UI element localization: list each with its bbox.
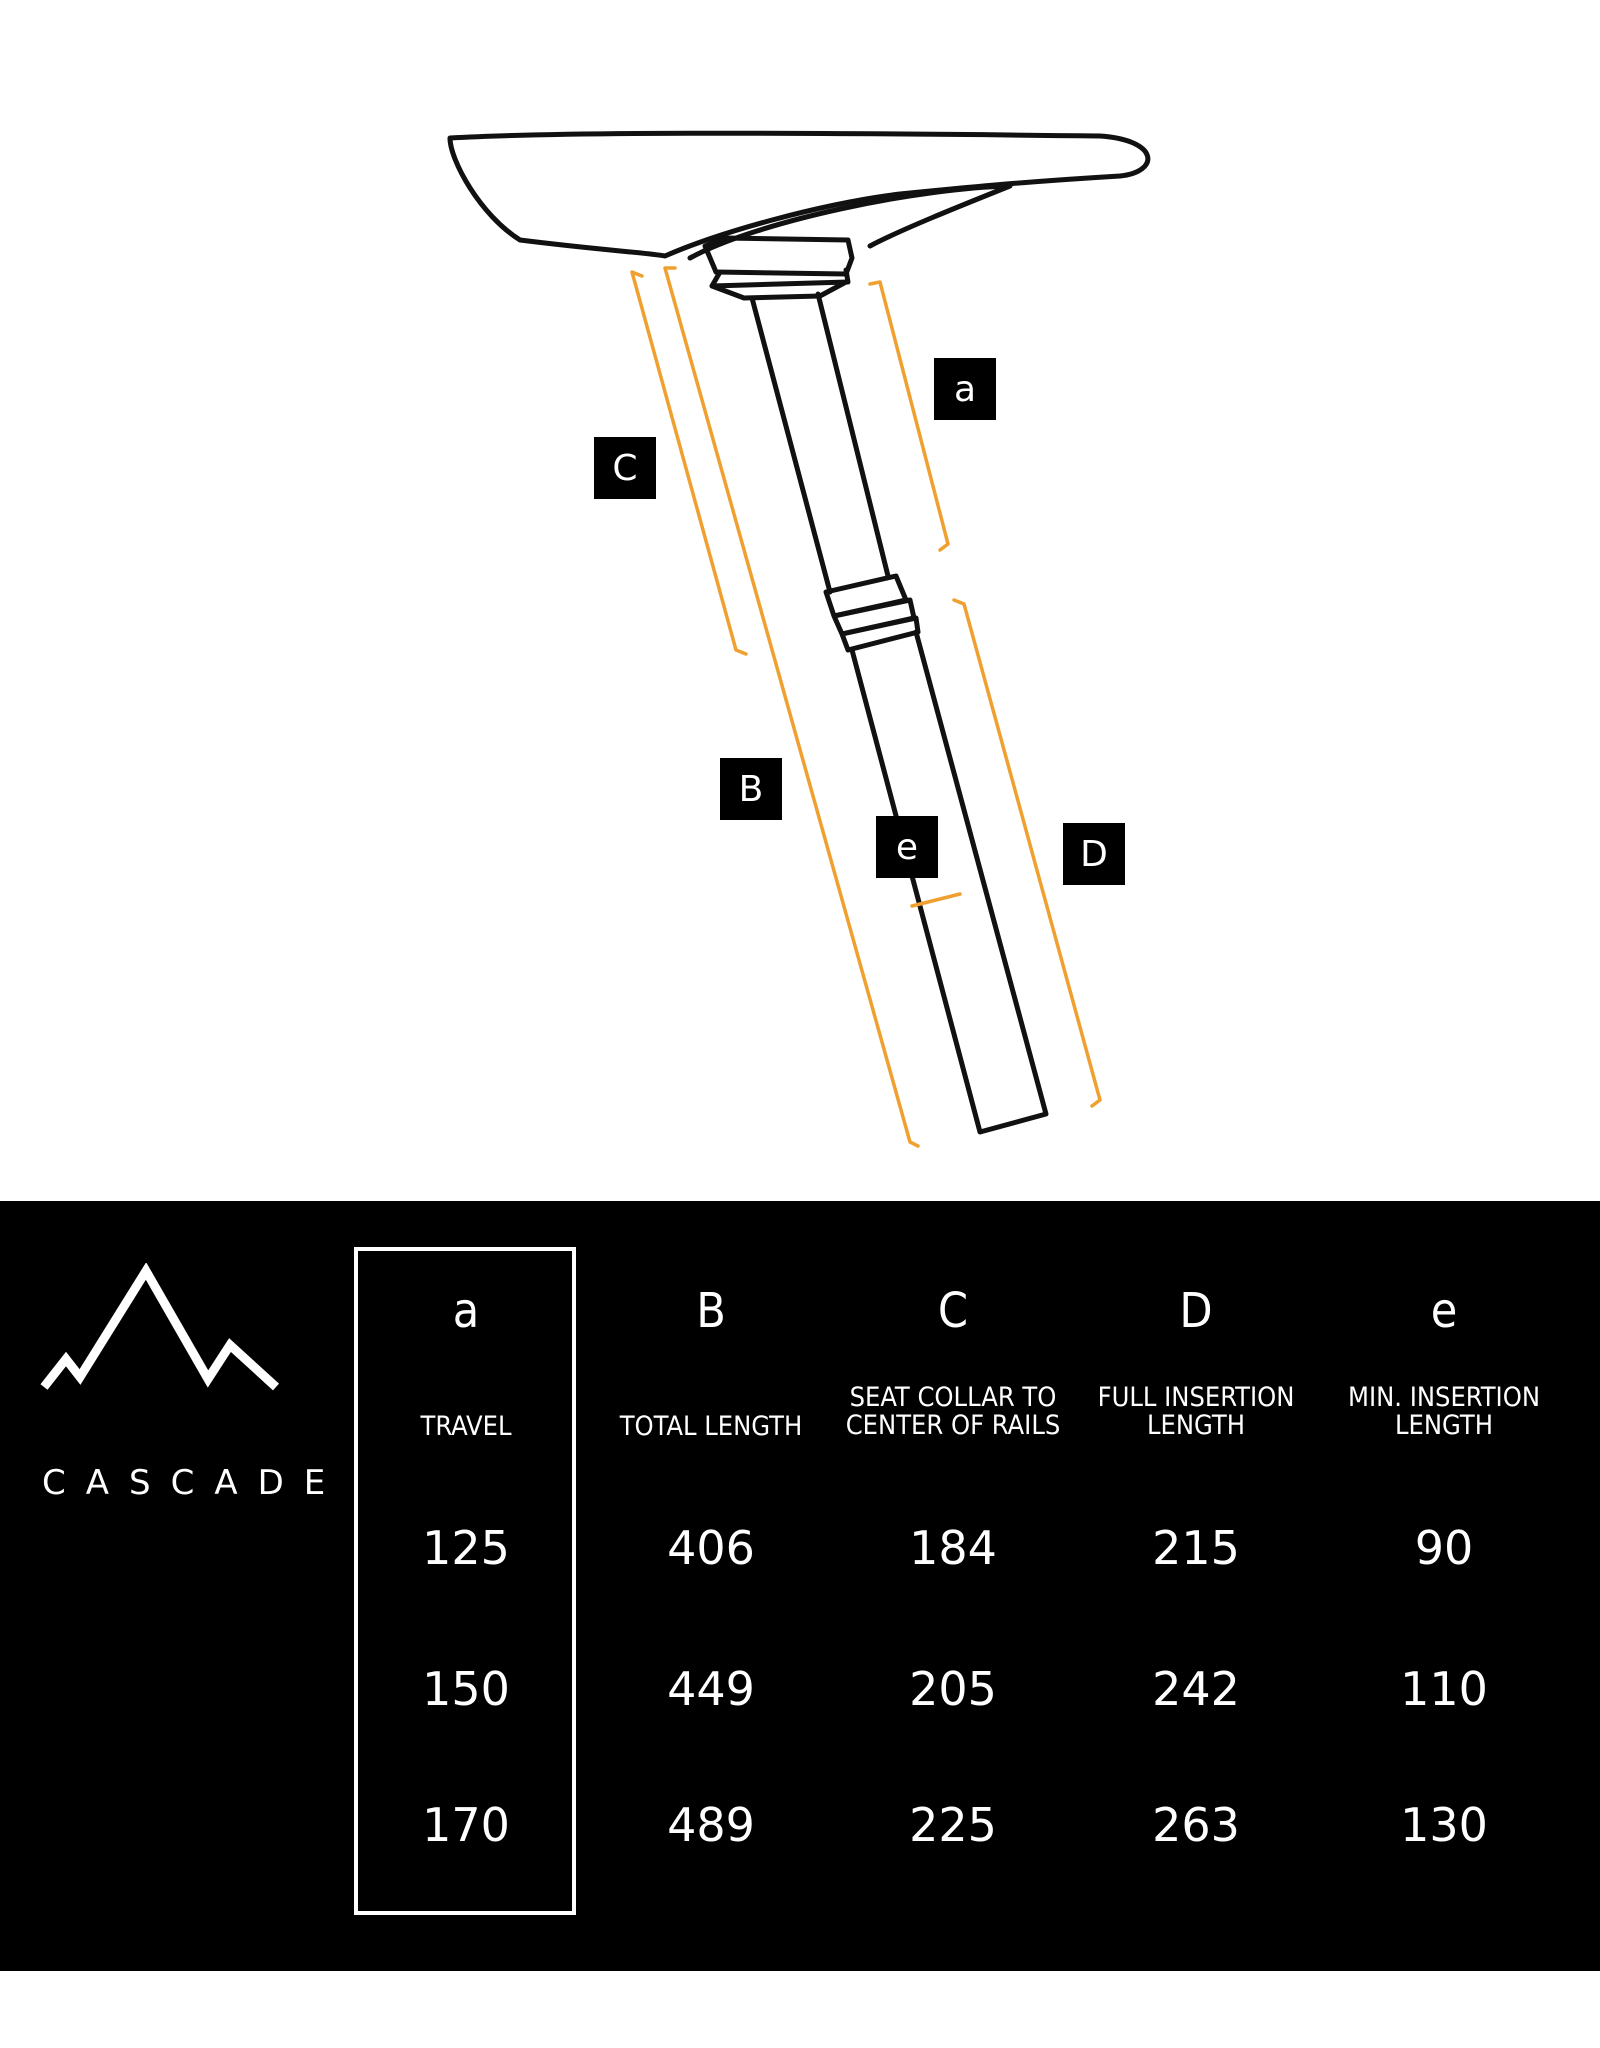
column-letter: a xyxy=(452,1283,480,1339)
table-cell: 125 xyxy=(422,1521,510,1575)
label-e: e xyxy=(876,816,938,878)
label-c: C xyxy=(594,437,656,499)
column-letter: B xyxy=(696,1283,726,1339)
column-total-length xyxy=(591,1201,831,1971)
label-d: D xyxy=(1063,823,1125,885)
bracket-b xyxy=(665,268,918,1146)
table-cell: 205 xyxy=(909,1662,997,1716)
table-cell: 406 xyxy=(667,1521,755,1575)
cascade-logo xyxy=(40,1263,346,1503)
column-letter: e xyxy=(1430,1283,1458,1339)
column-min-insertion xyxy=(1324,1201,1564,1971)
label-a: a xyxy=(934,358,996,420)
column-description: FULL INSERTION LENGTH xyxy=(1097,1382,1295,1441)
table-cell: 263 xyxy=(1152,1798,1240,1852)
lower-tube xyxy=(852,632,1046,1132)
brand-name: CASCADE xyxy=(42,1463,346,1503)
column-full-insertion xyxy=(1076,1201,1316,1971)
spec-table xyxy=(0,1201,1600,1971)
table-cell: 90 xyxy=(1414,1521,1474,1575)
table-cell: 170 xyxy=(422,1798,510,1852)
column-travel xyxy=(346,1201,586,1971)
table-cell: 130 xyxy=(1400,1798,1488,1852)
upper-tube xyxy=(752,294,888,592)
column-description: MIN. INSERTION LENGTH xyxy=(1348,1382,1540,1441)
table-cell: 489 xyxy=(667,1798,755,1852)
table-cell: 110 xyxy=(1400,1662,1488,1716)
mountain-icon xyxy=(40,1263,300,1403)
column-letter: C xyxy=(937,1283,969,1339)
table-cell: 242 xyxy=(1152,1662,1240,1716)
table-cell: 184 xyxy=(909,1521,997,1575)
table-cell: 150 xyxy=(422,1662,510,1716)
table-cell: 449 xyxy=(667,1662,755,1716)
label-b: B xyxy=(720,758,782,820)
column-description: TOTAL LENGTH xyxy=(619,1411,803,1442)
collar xyxy=(826,576,918,650)
column-letter: D xyxy=(1179,1283,1213,1339)
column-description: SEAT COLLAR TO CENTER OF RAILS xyxy=(845,1382,1061,1441)
column-seat-collar xyxy=(833,1201,1073,1971)
table-cell: 215 xyxy=(1152,1521,1240,1575)
table-cell: 225 xyxy=(909,1798,997,1852)
column-description: TRAVEL xyxy=(420,1411,512,1442)
